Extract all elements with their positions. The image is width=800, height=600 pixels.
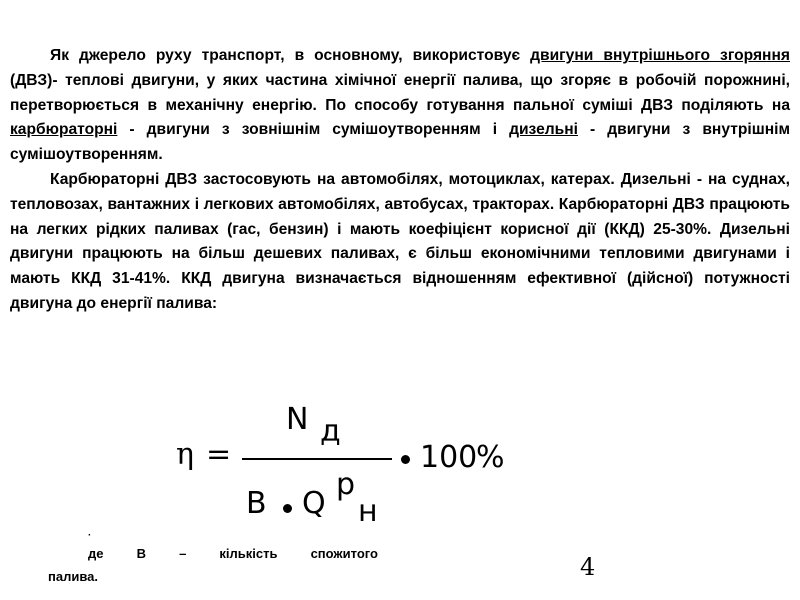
paragraph-1-text-2: (ДВЗ)- теплові двигуни, у яких частина хімічної енергії палива, що згоряє в робочій порожнині, перетворюється в механічну енергію. По способу готування пальної суміші ДВЗ поділяють на [10, 71, 790, 114]
formula-denominator-b: B [246, 486, 267, 521]
formula-numerator-subscript: д [320, 414, 341, 449]
page-number: 4 [580, 553, 596, 581]
formula-eta-symbol: η [176, 437, 194, 472]
paragraph-2: Карбюраторні ДВЗ застосовують на автомобілях, мотоциклах, катерах. Дизельні - на суднах, тепловозах, вантажних і легкових автомобілях, автобусах, тракторах. Карбюраторні ДВЗ працюють на легких рідких паливах (гас, бензин) і мають коефіцієнт корисної дії (ККД) 25-30%. Дизельні двигуни працюють на більш дешевих паливах, є більш економічними тепловими двигунами і мають ККД 31-41%. ККД двигуна визначається відношенням ефективної (дійсної) потужності двигуна до енергії палива: [10, 170, 790, 312]
term-internal-combustion-engines: двигуни внутрішнього згоряння [530, 47, 790, 64]
formula-denominator-subscript: н [358, 494, 378, 529]
formula-percent: % [476, 440, 505, 475]
note-word: кількість [219, 546, 278, 561]
note-word: В [136, 546, 146, 561]
formula-hundred: 100 [420, 440, 478, 475]
note-word: спожитого [310, 546, 378, 561]
formula-equals-sign: = [206, 437, 232, 472]
note-line-1 [88, 545, 378, 563]
note-line-2: палива. [48, 569, 98, 584]
note-word: де [88, 546, 104, 561]
paragraph-1-text-3: - двигуни з зовнішнім сумішоутворенням і [117, 121, 510, 139]
paragraph-1 [10, 44, 790, 168]
formula-fraction-bar [242, 458, 392, 460]
term-carburetor: карбюраторні [10, 121, 118, 139]
formula-multiply-dot-2 [401, 455, 410, 464]
efficiency-formula [170, 395, 530, 545]
formula-denominator-q: Q [302, 486, 326, 521]
term-diesel: дизельні [509, 121, 579, 139]
formula-multiply-dot [283, 504, 292, 513]
main-text [10, 44, 790, 317]
note-bullet: · [88, 530, 92, 541]
formula-numerator-n: N [286, 402, 309, 437]
formula-denominator-superscript: p [336, 467, 356, 502]
paragraph-1-text-4: - двигуни з внутрішнім сумішоутворенням. [10, 121, 790, 164]
paragraph-1-text-1: Як джерело руху транспорт, в основному, використовує [50, 47, 531, 64]
note-word: – [179, 546, 187, 561]
